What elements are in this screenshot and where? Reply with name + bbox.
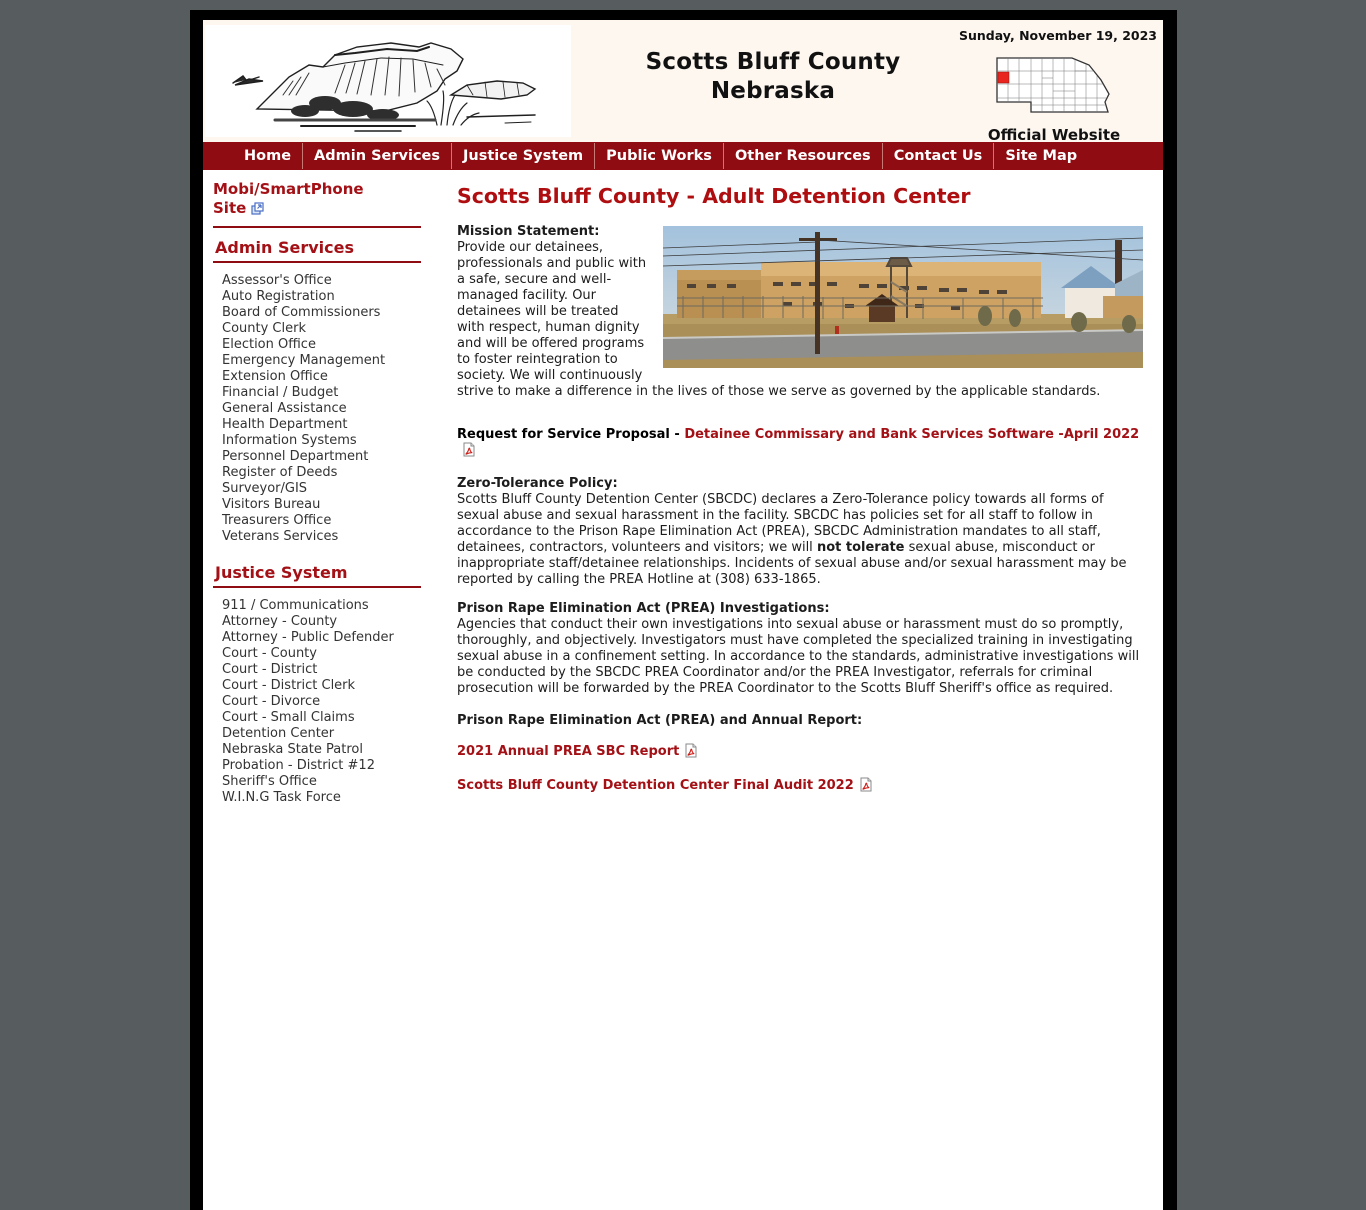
sidebar (203, 170, 451, 824)
sidebar-link[interactable]: Extension Office (222, 369, 328, 384)
sidebar-heading-justice-system: Justice System (215, 563, 348, 582)
header-right (959, 28, 1158, 144)
nav-item[interactable]: Public Works (594, 143, 723, 169)
sidebar-heading-admin-services: Admin Services (215, 238, 354, 257)
nav-item[interactable]: Site Map (993, 143, 1088, 169)
zero-tolerance-section (457, 476, 1143, 588)
zero-tolerance-text (457, 492, 1143, 588)
mobi-smartphone-site-link[interactable] (213, 180, 388, 220)
mission-statement (457, 224, 1143, 400)
site-header (203, 20, 1163, 142)
sidebar-link[interactable]: Court - District Clerk (222, 678, 356, 693)
zero-tolerance-text-bold: not tolerate (816, 540, 905, 555)
zero-tolerance-text-before: Scotts Bluff County Detention Center (SBCDC) declares a Zero-Tolerance policy towards all forms of sexual abuse and sexual harassment in the facility. SBCDC has policies set for all staff to follow in accordance to the Prison Rape Elimination Act (PREA), SBCDC Administration mandates to all staff, detainees, contractors, volunteers and visitors; we will (457, 492, 1104, 555)
zero-tolerance-text-after: sexual abuse, misconduct or inappropriate staff/detainee relationships. Incidents of sexual abuse and/or sexual harassment may be reported by calling the PREA Hotline at (308) 633-1865. (457, 540, 1127, 587)
sidebar-divider (213, 261, 421, 263)
sidebar-link[interactable]: General Assistance (222, 401, 347, 416)
pdf-icon (462, 442, 476, 461)
prea-investigations-text: Agencies that conduct their own investigations into sexual abuse or harassment must do so promptly, thoroughly, and objectively. Investigators must have completed the specialized training in investigating sexual abuse in a confinement setting. In accordance to the standards, administrative investigations will be conducted by the SBCDC PREA Coordinator and/or the PREA Investigator, referrals for criminal prosecution will be forwarded by the PREA Coordinator to the Scotts Bluff Sheriff's office as required. (457, 617, 1140, 696)
prea-investigations-section (457, 601, 1143, 697)
nav-item[interactable]: Contact Us (882, 143, 994, 169)
report-links (457, 743, 1143, 796)
rfp-label: Request for Service Proposal (457, 427, 670, 442)
main-content (451, 170, 1163, 824)
sidebar-link[interactable]: Assessor's Office (222, 273, 332, 288)
site-container (203, 20, 1163, 1210)
scotts-bluff-sketch-logo-icon (205, 122, 571, 141)
sidebar-link[interactable]: Financial / Budget (222, 385, 339, 400)
mission-statement-label: Mission Statement: (457, 224, 600, 239)
mobi-link-label: Mobi/SmartPhone Site (213, 180, 364, 217)
rfp-separator: - (669, 427, 685, 442)
nebraska-county-map-icon (992, 50, 1116, 124)
sidebar-link[interactable]: Board of Commissioners (222, 305, 381, 320)
official-website-label: Official Website (987, 126, 1121, 144)
pdf-icon (859, 777, 873, 796)
sidebar-link[interactable]: 911 / Communications (222, 598, 369, 613)
county-logo (205, 25, 571, 137)
sidebar-link[interactable]: Court - Divorce (222, 694, 321, 709)
sidebar-divider (213, 226, 421, 228)
sidebar-link[interactable]: County Clerk (222, 321, 306, 336)
external-link-icon (251, 201, 264, 220)
sidebar-link[interactable]: Attorney - Public Defender (222, 630, 394, 645)
sidebar-link[interactable]: Information Systems (222, 433, 357, 448)
prea-investigations-heading: Prison Rape Elimination Act (PREA) Investigations: (457, 601, 830, 616)
sidebar-link[interactable]: Probation - District #12 (222, 758, 375, 773)
sidebar-link[interactable]: Visitors Bureau (222, 497, 321, 512)
sidebar-link[interactable]: Nebraska State Patrol (222, 742, 363, 757)
main-navigation (203, 142, 1163, 170)
rfp-line (457, 427, 1143, 461)
sidebar-link[interactable]: Court - District (222, 662, 318, 677)
site-title (575, 48, 971, 106)
sidebar-link[interactable]: Veterans Services (222, 529, 339, 544)
zero-tolerance-heading: Zero-Tolerance Policy: (457, 476, 618, 491)
sidebar-link[interactable]: Treasurers Office (222, 513, 332, 528)
sidebar-link[interactable]: Emergency Management (222, 353, 386, 368)
sidebar-link[interactable]: Personnel Department (222, 449, 369, 464)
nav-item[interactable]: Justice System (451, 143, 594, 169)
sidebar-link[interactable]: Surveyor/GIS (222, 481, 308, 496)
report-pdf-link[interactable]: Scotts Bluff County Detention Center Final Audit 2022 (457, 778, 854, 793)
mission-statement-text: Provide our detainees, professionals and public with a safe, secure and well-managed facility. Our detainees will be treated with respect, human dignity and will be offered programs to foster reintegration to society. We will continuously strive to make a difference in the lives of those we serve as governed by the applicable standards. (457, 240, 1101, 399)
detention-center-photo (663, 226, 1143, 368)
rfp-link[interactable]: Detainee Commissary and Bank Services Software -April 2022 (684, 427, 1140, 442)
sidebar-link[interactable]: W.I.N.G Task Force (222, 790, 341, 805)
nav-item[interactable]: Other Resources (723, 143, 882, 169)
annual-report-heading: Prison Rape Elimination Act (PREA) and Annual Report: (457, 713, 863, 728)
sidebar-link[interactable]: Register of Deeds (222, 465, 338, 480)
sidebar-link[interactable]: Election Office (222, 337, 316, 352)
site-title-line2: Nebraska (710, 78, 836, 104)
sidebar-link[interactable]: Court - County (222, 646, 317, 661)
site-title-line1: Scotts Bluff County (645, 49, 901, 75)
pdf-icon (684, 743, 698, 762)
admin-services-list (213, 273, 451, 545)
sidebar-link[interactable]: Court - Small Claims (222, 710, 355, 725)
page-frame (190, 10, 1177, 1210)
page-title: Scotts Bluff County - Adult Detention Center (457, 184, 971, 208)
sidebar-link[interactable]: Health Department (222, 417, 348, 432)
sidebar-link[interactable]: Auto Registration (222, 289, 335, 304)
current-date: Sunday, November 19, 2023 (959, 28, 1158, 43)
sidebar-divider (213, 586, 421, 588)
nav-item[interactable]: Home (244, 148, 292, 164)
sidebar-link[interactable]: Detention Center (222, 726, 335, 741)
report-pdf-link[interactable]: 2021 Annual PREA SBC Report (457, 744, 680, 759)
sidebar-link[interactable]: Sheriff's Office (222, 774, 317, 789)
sidebar-link[interactable]: Attorney - County (222, 614, 338, 629)
justice-system-list (213, 598, 451, 806)
nav-item[interactable]: Admin Services (302, 143, 451, 169)
